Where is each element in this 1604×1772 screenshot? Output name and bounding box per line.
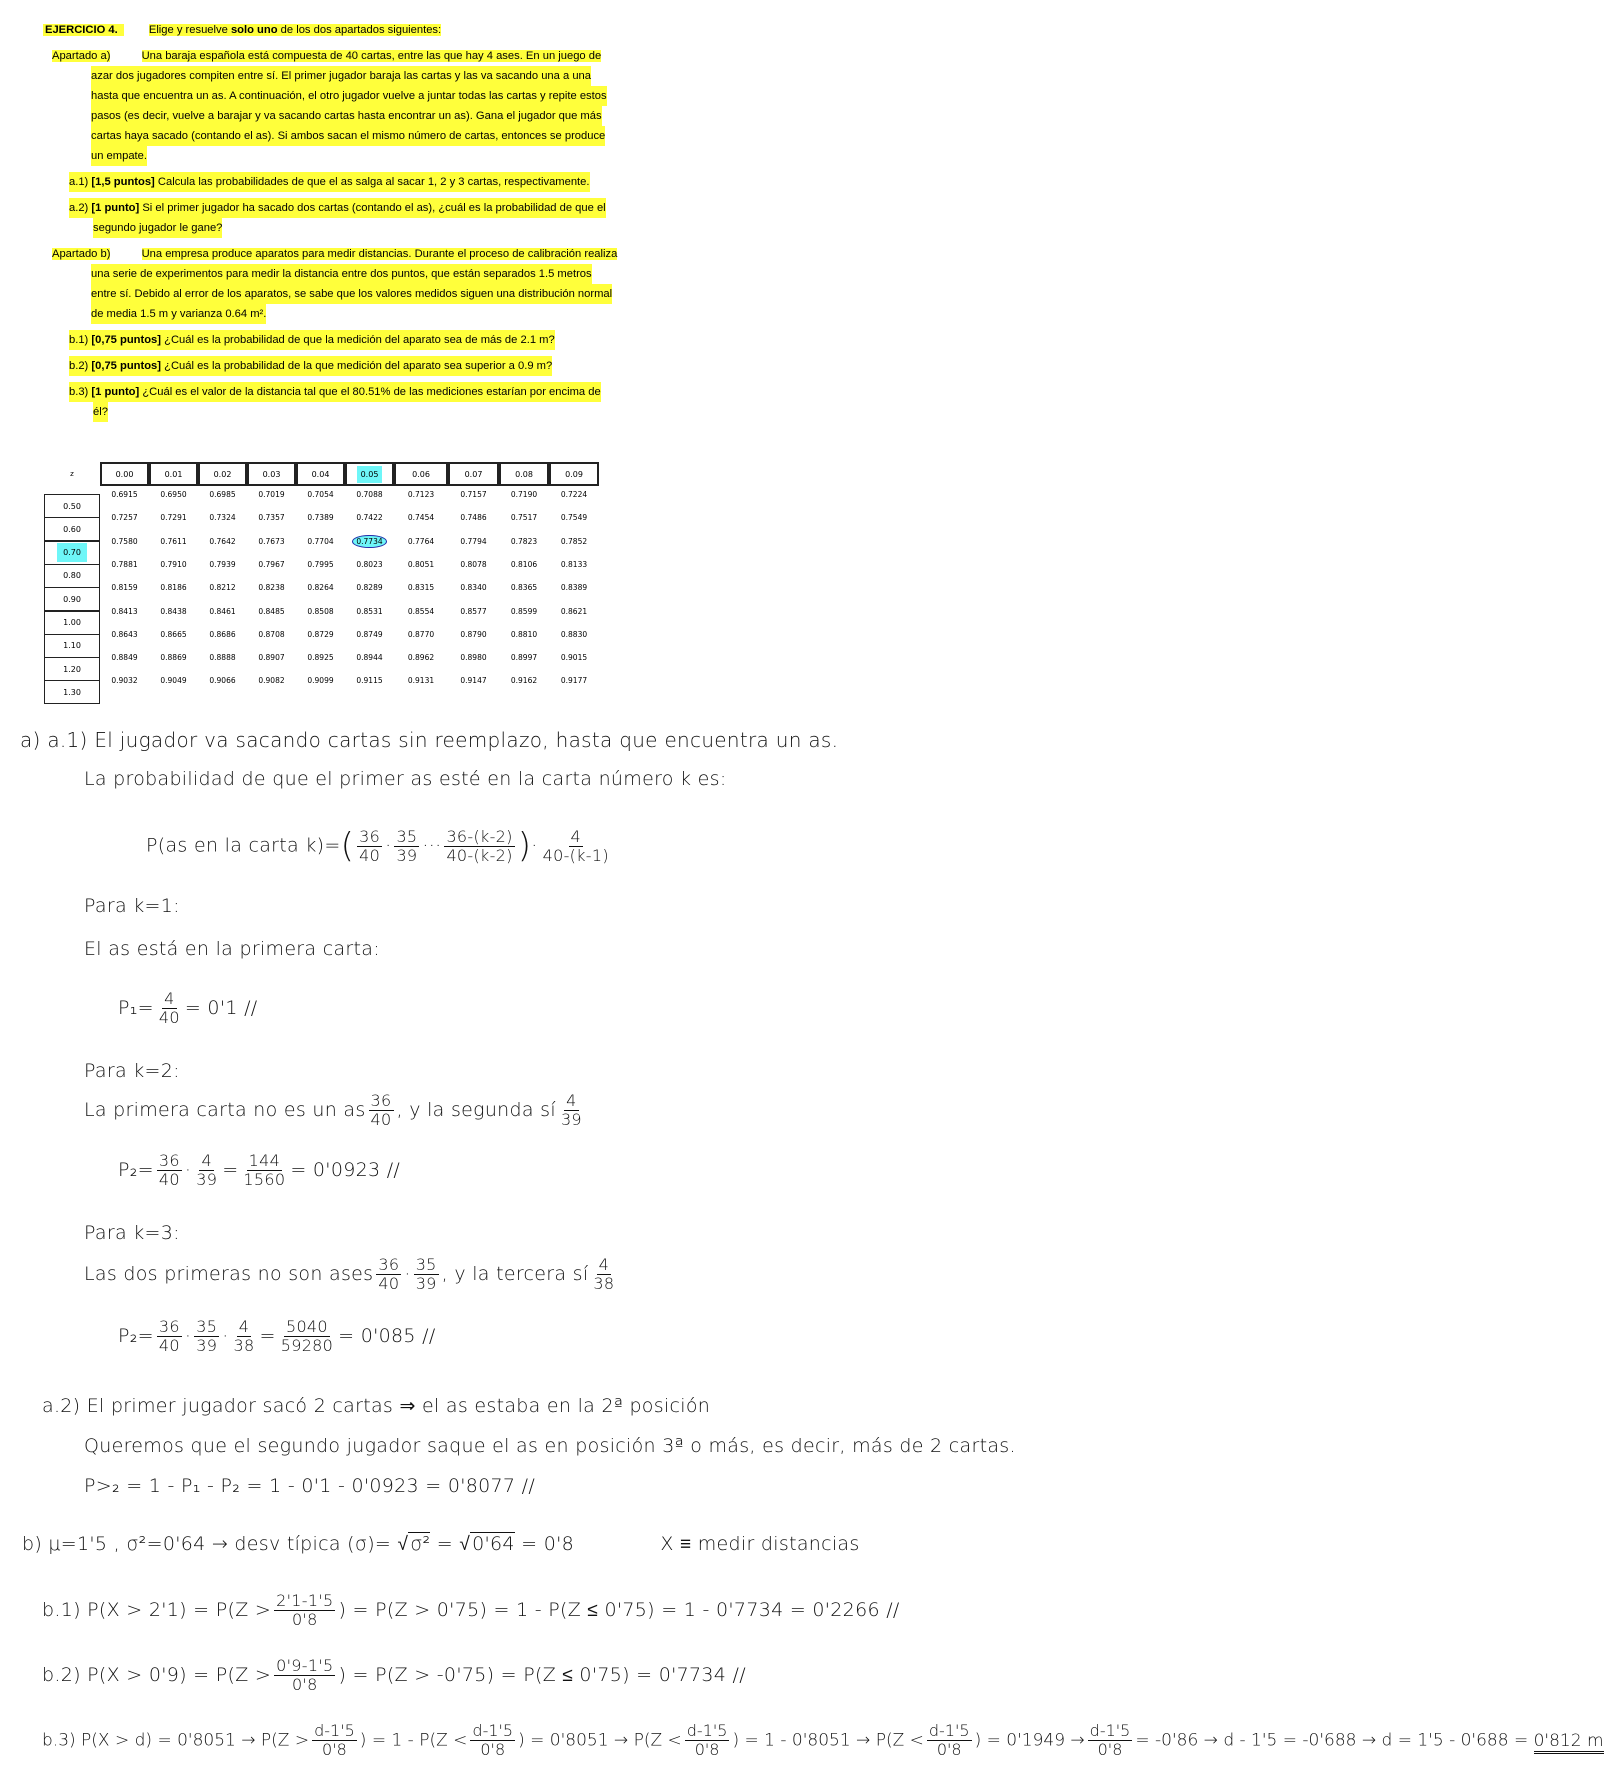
k3-result: P₂= $\frac{36}{40}$ · $\frac{35}{39}$ · $\frac{4}{38}$ = $\frac{5040}{59280}$ = 0'085 // (118, 1317, 436, 1355)
z-table-cell: 0.8264 (307, 583, 334, 593)
z-table-cell: 0.7357 (258, 513, 285, 523)
b-params: b) μ=1'5 , σ²=0'64 → desv típica (σ)= √ σ² = √ 0'64 = 0'8 X ≡ medir distancias (22, 1533, 860, 1555)
b3-solution: b.3) P(X > d) = 0'8051 → P(Z > $\frac{d-1'5}{0'8}$ ) = 1 - P(Z < $\frac{d-1'5}{0'8}$ ) = 0'8051 → P(Z < $\frac{d-1'5}{0'8}$ ) = 1 - 0'8051 → P(Z < $\frac{d-1'5}{0'8}$ ) = 0'1949 → $\frac{d-1'5}{0'8}$ = -0'86 → d - 1'5 = -0'688 → d = 1'5 - 0'688 = 0'812 m (42, 1721, 1604, 1759)
z-table-cell: 0.8106 (510, 559, 538, 569)
question-a1: a.1) [1,5 puntos] Calcula las probabilidades de que el as salga al sacar 1, 2 y 3 cartas, respectivamente. (69, 172, 590, 192)
z-table-cell: 0.6950 (160, 490, 187, 499)
z-table-cell: 0.8621 (560, 606, 588, 616)
z-table-cell: 0.8289 (356, 583, 383, 593)
z-table-cell: 0.8508 (307, 606, 334, 616)
z-table-cell: 0.8599 (510, 606, 538, 616)
z-table-cell: 0.8554 (407, 606, 435, 616)
z-table-cell: 0.8980 (460, 653, 487, 663)
part-a-label: Apartado a) (52, 50, 111, 62)
question-b3: b.3) [1 punto] ¿Cuál es el valor de la distancia tal que el 80.51% de las mediciones estarían por encima de (69, 382, 601, 402)
z-table-cell: 0.9032 (111, 676, 138, 686)
k2-title: Para k=2: (84, 1060, 180, 1082)
z-table-cell: 0.7454 (407, 513, 435, 523)
z-table-cell: 0.8531 (356, 606, 383, 616)
general-formula: P(as en la carta k)=( $\frac{36}{40}$ · $\frac{35}{39}$ ··· $\frac{36-(k-2)}{40-(k-2)}$ )· $\frac{4}{40-(k-1)}$ (146, 826, 609, 866)
z-table-row-header: 1.00 (44, 611, 100, 635)
z-table-row-header: 0.70 (44, 541, 100, 565)
z-table-col-header: 0.09 (549, 462, 599, 486)
z-table-col-header: 0.01 (149, 462, 198, 486)
part-a-label-line: Apartado a) Una baraja española está compuesta de 40 cartas, entre las que hay 4 ases. En un juego de (52, 50, 602, 62)
z-table-col-header: 0.08 (499, 462, 549, 486)
z-table-cell: 0.7549 (560, 513, 588, 523)
b2-solution: b.2) P(X > 0'9) = P(Z > $\frac{0'9-1'5}{0'8}$ ) = P(Z > -0'75) = P(Z ≤ 0'75) = 0'7734 // (42, 1656, 746, 1694)
k2-result: P₂= $\frac{36}{40}$ · $\frac{4}{39}$ = $\frac{144}{1560}$ = 0'0923 // (118, 1151, 401, 1189)
z-table-cell: 0.9147 (460, 676, 487, 686)
z-table-cell: 0.7257 (111, 513, 138, 523)
z-table-cell: 0.8389 (560, 583, 588, 593)
z-table-cell: 0.9015 (560, 653, 588, 663)
k3-text: Las dos primeras no son ases $\frac{36}{40}$ · $\frac{35}{39}$ , y la tercera sí $\frac{4}{38}$ (84, 1255, 615, 1293)
z-table-cell: 0.8770 (407, 629, 435, 639)
z-table-cell: 0.8830 (560, 629, 588, 639)
z-table-cell: 0.7611 (160, 536, 187, 546)
z-table-cell: 0.9177 (560, 676, 588, 686)
b3-final-answer: 0'812 m (1534, 1731, 1604, 1754)
z-table-cell: 0.7764 (407, 536, 435, 546)
z-table-cell: 0.7088 (356, 490, 383, 499)
part-b-label-line: Apartado b) Una empresa produce aparatos para medir distancias. Durante el proceso de calibración realiza (52, 248, 618, 260)
z-table-corner: z (70, 470, 74, 478)
z-table-col-header: 0.06 (394, 462, 448, 486)
z-table-cell: 0.8907 (258, 653, 285, 663)
z-table-cell: 0.8159 (111, 583, 138, 593)
z-table-cell: 0.8686 (209, 629, 236, 639)
z-table-cell: 0.9049 (160, 676, 187, 686)
z-table-cell: 0.9115 (356, 676, 383, 686)
z-table-col-header: 0.04 (296, 462, 345, 486)
z-table-col-header: 0.03 (247, 462, 296, 486)
z-table-cell: 0.8315 (407, 583, 435, 593)
z-table-row-header: 0.60 (44, 517, 100, 541)
z-table-cell: 0.7486 (460, 513, 487, 523)
z-table-col-header: 0.05 (345, 462, 394, 486)
a1-prob-text: La probabilidad de que el primer as esté en la carta número k es: (84, 768, 727, 790)
z-table-row-header: 1.20 (44, 657, 100, 681)
z-table-row-header: 0.80 (44, 564, 100, 588)
z-table-cell: 0.8790 (460, 629, 487, 639)
z-table-cell: 0.7019 (258, 490, 285, 499)
k2-text: La primera carta no es un as $\frac{36}{40}$ , y la segunda sí $\frac{4}{39}$ (84, 1091, 582, 1129)
k1-text: El as está en la primera carta: (84, 938, 380, 960)
question-a2: a.2) [1 punto] Si el primer jugador ha sacado dos cartas (contando el as), ¿cuál es la probabilidad de que el (69, 198, 606, 218)
z-table-cell: 0.9162 (510, 676, 538, 686)
z-table-cell: 0.7291 (160, 513, 187, 523)
z-table-cell: 0.8212 (209, 583, 236, 593)
z-table-cell: 0.8962 (407, 653, 435, 663)
z-table-col-header: 0.07 (448, 462, 499, 486)
z-table-cell: 0.7823 (510, 536, 538, 546)
z-table-cell: 0.9082 (258, 676, 285, 686)
a1-intro: a) a.1) El jugador va sacando cartas sin reemplazo, hasta que encuentra un as. (20, 728, 839, 752)
z-table-cell: 0.8708 (258, 629, 285, 639)
z-table-cell: 0.6985 (209, 490, 236, 499)
z-table-cell: 0.8413 (111, 606, 138, 616)
z-table-circled-value: 0.7734 (352, 535, 386, 548)
z-table-cell: 0.7967 (258, 559, 285, 569)
z-table-cell: 0.7794 (460, 536, 487, 546)
z-table-cell: 0.7224 (560, 490, 588, 499)
k1-title: Para k=1: (84, 895, 180, 917)
z-table-cell: 0.9131 (407, 676, 435, 686)
z-table-cell: 0.7054 (307, 490, 334, 499)
z-table-cell: 0.8944 (356, 653, 383, 663)
z-table-cell: 0.8577 (460, 606, 487, 616)
z-table-cell: 0.8749 (356, 629, 383, 639)
k3-title: Para k=3: (84, 1222, 180, 1244)
z-table-cell: 0.7673 (258, 536, 285, 546)
z-table-cell: 0.8023 (356, 559, 383, 569)
z-table-cell: 0.7580 (111, 536, 138, 546)
z-table-cell: 0.7642 (209, 536, 236, 546)
z-table-cell: 0.7422 (356, 513, 383, 523)
a2-line2: Queremos que el segundo jugador saque el as en posición 3ª o más, es decir, más de 2 cartas. (84, 1435, 1016, 1457)
z-table-cell: 0.8925 (307, 653, 334, 663)
z-table-cell: 0.8340 (460, 583, 487, 593)
a2-line1: a.2) El primer jugador sacó 2 cartas ⇒ el as estaba en la 2ª posición (42, 1395, 711, 1417)
z-table-cell: 0.8997 (510, 653, 538, 663)
z-table-cell: 0.7324 (209, 513, 236, 523)
z-table-cell (345, 537, 395, 546)
z-table-cell: 0.7389 (307, 513, 334, 523)
z-table-cell: 0.8078 (460, 559, 487, 569)
exercise-title: EJERCICIO 4. (45, 24, 118, 36)
z-table-cell: 0.8729 (307, 629, 334, 639)
z-table-row-header: 1.30 (44, 680, 100, 704)
z-table-cell: 0.8238 (258, 583, 285, 593)
part-b-label: Apartado b) (52, 248, 111, 260)
k1-result: P₁= $\frac{4}{40}$ = 0'1 // (118, 989, 258, 1027)
z-table-cell: 0.7995 (307, 559, 334, 569)
z-table-cell: 0.8438 (160, 606, 187, 616)
z-table-cell: 0.9099 (307, 676, 334, 686)
z-table-cell: 0.7123 (407, 490, 435, 499)
z-table-row-header: 0.50 (44, 494, 100, 518)
z-table-cell: 0.9066 (209, 676, 236, 686)
z-table-cell: 0.8051 (407, 559, 435, 569)
z-table-cell: 0.8186 (160, 583, 187, 593)
z-table-cell: 0.8665 (160, 629, 187, 639)
z-table-cell: 0.7190 (510, 490, 538, 499)
z-table-row-header: 0.90 (44, 587, 100, 611)
z-table-cell: 0.7881 (111, 559, 138, 569)
z-table-row-header: 1.10 (44, 634, 100, 658)
z-table-cell: 0.8888 (209, 653, 236, 663)
z-table-col-header: 0.00 (100, 462, 149, 486)
question-b2: b.2) [0,75 puntos] ¿Cuál es la probabilidad de la que medición del aparato sea superior a 0.9 m? (69, 356, 552, 376)
b1-solution: b.1) P(X > 2'1) = P(Z > $\frac{2'1-1'5}{0'8}$ ) = P(Z > 0'75) = 1 - P(Z ≤ 0'75) = 1 - 0'7734 = 0'2266 // (42, 1591, 900, 1629)
a2-line3: P>₂ = 1 - P₁ - P₂ = 1 - 0'1 - 0'0923 = 0'8077 // (84, 1475, 536, 1497)
z-table-cell: 0.8643 (111, 629, 138, 639)
z-table-cell: 0.7517 (510, 513, 538, 523)
z-table-cell: 0.8461 (209, 606, 236, 616)
z-table-cell: 0.7704 (307, 536, 334, 546)
z-table-cell: 0.8485 (258, 606, 285, 616)
z-table-cell: 0.8133 (560, 559, 588, 569)
z-table-cell: 0.7157 (460, 490, 487, 499)
z-table-cell: 0.7852 (560, 536, 588, 546)
z-table-cell: 0.8849 (111, 653, 138, 663)
z-table-cell: 0.8869 (160, 653, 187, 663)
z-table-cell: 0.7939 (209, 559, 236, 569)
exercise-header: EJERCICIO 4. Elige y resuelve solo uno de los dos apartados siguientes: (45, 24, 442, 36)
z-table-cell: 0.8810 (510, 629, 538, 639)
z-table-cell: 0.7910 (160, 559, 187, 569)
z-table-col-header: 0.02 (198, 462, 247, 486)
question-b1: b.1) [0,75 puntos] ¿Cuál es la probabilidad de que la medición del aparato sea de más de 2.1 m? (69, 330, 555, 350)
z-table-cell: 0.8365 (510, 583, 538, 593)
z-table-cell: 0.6915 (111, 490, 138, 499)
